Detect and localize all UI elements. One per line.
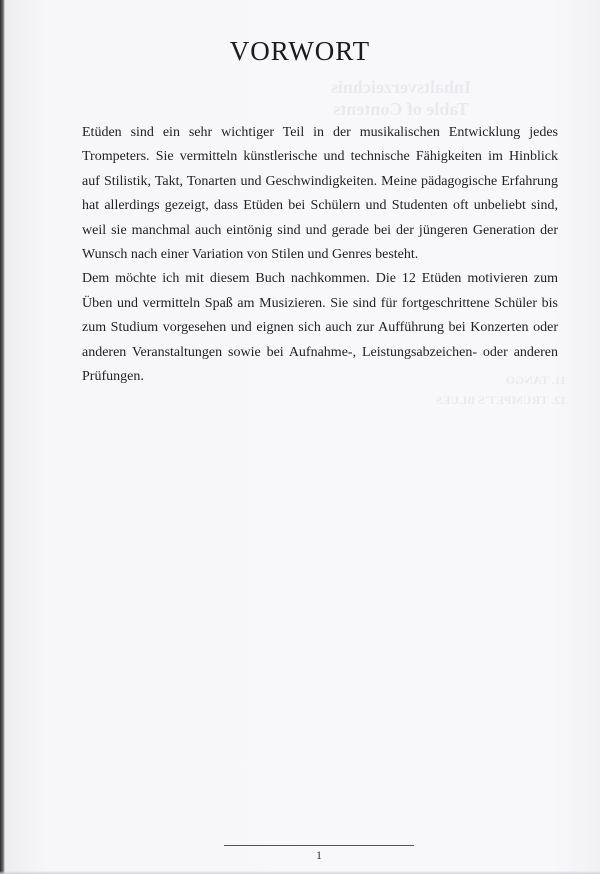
preface-paragraph-2: Dem möchte ich mit diesem Buch nachkommen. Die 12 Etüden motivieren zum Üben und vermitteln Spaß am Musizieren. Sie sind für fortgeschrittene Schüler bis zum Studium vorgesehen und eignen sich auch zur Aufführung bei Konzerten oder anderen Veranstaltungen sowie bei Aufnahme-, Leistungsabzeichen- oder anderen Prüfungen. [82,271,558,385]
bleed-entry: 12. TRUMPET'S BLUES [435,393,566,407]
preface-paragraph-1: Etüden sind ein sehr wichtiger Teil in der musikalischen Entwicklung jedes Trompeters. Sie vermitteln künstlerische und technische Fähigkeiten im Hinblick auf Stilistik, Takt, Tonarten und Geschwindigkeiten. Meine pädagogische Erfahrung hat allerdings gezeigt, dass Etüden bei Schülern und Studenten oft unbeliebt sind, weil sie manchmal auch eintönig sind und gerade bei der jüngeren Generation der Wunsch nach einer Variation von Stilen und Genres besteht. [82,125,558,263]
book-spine-shadow [0,0,5,874]
footer-divider [224,845,414,846]
page-title: VORWORT [229,36,371,66]
preface-body [82,121,558,389]
bleed-heading-2: Table of Contents [333,99,469,119]
bleed-entry: 11. TANGO [505,373,566,387]
page-number: 1 [316,848,322,862]
bleed-heading-1: Inhaltsverzeichnis [331,77,472,97]
